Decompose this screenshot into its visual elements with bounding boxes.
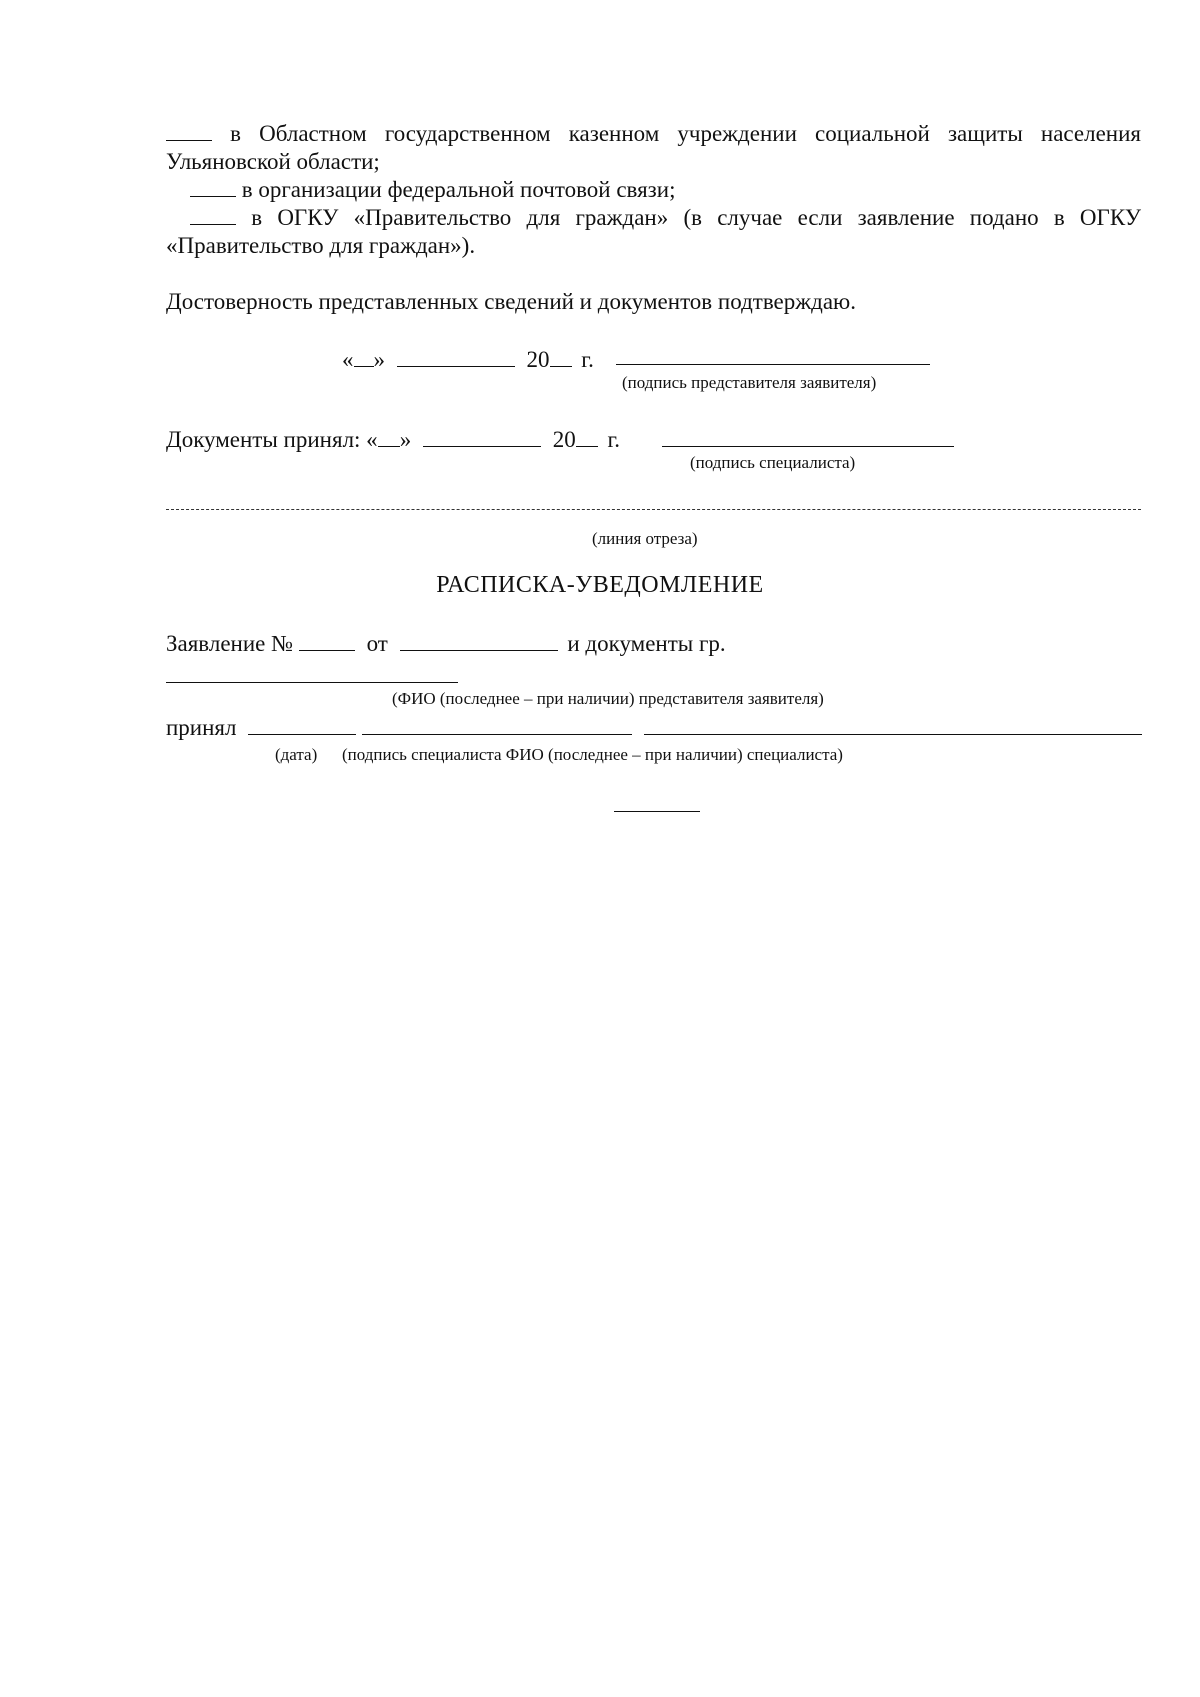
receipt-specialist-fio-line[interactable] [644,734,1142,735]
option-1-line-2: Ульяновской области; [166,149,380,174]
accepted-month-blank[interactable] [423,428,541,447]
from-label: от [366,631,388,656]
year-prefix: 20 [526,347,550,372]
applicant-signature-caption: (подпись представителя заявителя) [622,373,877,392]
accepted-day-blank[interactable] [378,428,400,447]
specialist-signature-line[interactable] [662,446,954,447]
accepted-row [166,428,620,451]
receipt-date-caption: (дата) [275,745,318,764]
receipt-specialist-signature-line[interactable] [362,734,632,735]
application-number-blank[interactable] [299,632,355,651]
date-row [342,348,594,371]
accepted-year-prefix: 20 [552,427,576,452]
receipt-signature-caption: (подпись специалиста ФИО (последнее – при наличии) специалиста) [342,745,843,764]
option-1-text: в Областном государственном казенном учреждении социальной защиты населения [230,121,1141,146]
application-date-blank[interactable] [400,632,558,651]
accepted-year-suffix: г. [607,427,621,452]
application-row [166,632,726,655]
documents-label: и документы гр. [567,631,726,656]
representative-fio-caption: (ФИО (последнее – при наличии) представителя заявителя) [392,689,824,708]
option-2-text: в организации федеральной почтовой связи; [241,177,676,202]
option-3-line-2: «Правительство для граждан»). [166,233,476,258]
option-3-text: в ОГКУ «Правительство для граждан» (в случае если заявление подано в ОГКУ [251,205,1142,230]
receipt-title: РАСПИСКА-УВЕДОМЛЕНИЕ [436,572,764,598]
receipt-date-line[interactable] [248,734,356,735]
year-suffix: г. [581,347,594,372]
accepted-quote-close: » [399,427,412,452]
option-2-line [190,178,675,201]
applicant-signature-line[interactable] [616,364,930,365]
option-3-checkbox-blank[interactable] [190,206,236,225]
day-blank[interactable] [354,348,374,367]
application-number-label: Заявление № [166,631,294,656]
option-2-checkbox-blank[interactable] [190,178,236,197]
confirmation-text: Достоверность представленных сведений и документов подтверждаю. [166,289,856,314]
month-blank[interactable] [397,348,515,367]
representative-fio-line[interactable] [166,682,458,683]
option-1-checkbox-blank[interactable] [166,122,212,141]
cut-line-caption: (линия отреза) [592,529,698,548]
accepted-label: Документы принял: « [166,427,378,452]
accepted-year-blank[interactable] [576,428,598,447]
option-1-line-1 [166,122,1141,145]
day-quote-open: « [342,347,354,372]
option-3-line-1 [190,206,1141,229]
receipt-accepted-label: принял [166,715,237,740]
day-quote-close: » [373,347,385,372]
end-mark-line [614,811,700,812]
specialist-signature-caption: (подпись специалиста) [690,453,856,472]
year-blank[interactable] [550,348,572,367]
cut-line [166,509,1141,510]
